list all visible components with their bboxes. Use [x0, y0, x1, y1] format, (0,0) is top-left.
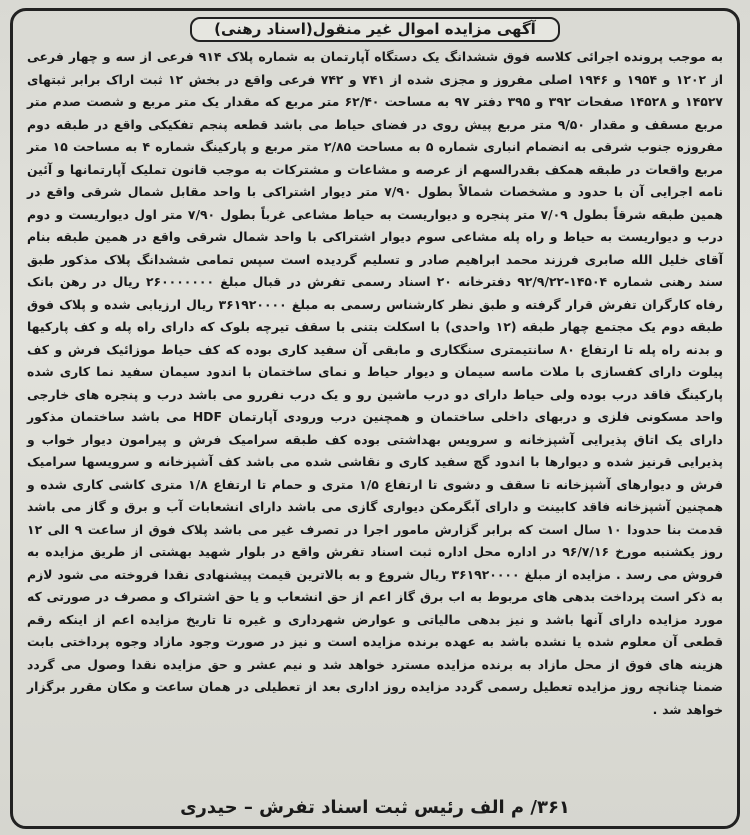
notice-body-paragraph: به موجب پرونده اجرائی کلاسه فوق ششدانگ یک دستگاه آپارتمان به شماره پلاک ۹۱۴ فرعی از سه و چهار فرعی از ۱۲۰۲ و ۱۹۵۴ و ۱۹۴۶ اصلی مفروز و مجزی شده از ۷۴۱ و ۷۴۲ فرعی واقع در بخش ۱۲ ثبت اراک برابر ثبتهای ۱۴۵۲۷ و ۱۴۵۲۸ صفحات ۳۹۲ و ۳۹۵ دفتر ۹۷ به مساحت ۶۲/۴۰ متر مربع که مقدار یک متر مربع و شصت صدم متر مربع مسقف و مقدار ۹/۵۰ متر مربع پیش روی در فضای حیاط می باشد قطعه پنجم تفکیکی واقع در طبقه دوم مفروزه جنوب شرقی به انضمام انباری شماره ۵ به مساحت ۲/۸۵ متر مربع و پارکینگ شماره ۴ به مساحت ۱۵ متر مربع واقعات در طبقه همکف بقدرالسهم از عرصه و مشاعات و مشترکات به موجب قانون تملیک آپارتمانها و آئین نامه اجرایی آن با حدود و مشخصات شمالاً بطول ۷/۹۰ متر دیوار اشتراکی با واحد مقابل شمال شرقی واقع در همین طبقه شرقاً بطول ۷/۰۹ متر پنجره و دیواریست به حیاط مشاعی غرباً بطول ۷/۹۰ متر اول دیواریست و دوم درب و دیواریست به حیاط و راه پله مشاعی سوم دیوار اشتراکی با واحد شمال شرقی واقع در همین طبقه بنام آقای خلیل الله صابری فرزند محمد ابراهیم صادر و تسلیم گردیده است سپس تمامی ششدانگ پلاک مذکور طبق سند رهنی شماره ۱۴۵۰۴-۹۲/۹/۲۲ دفترخانه ۲۰ اسناد رسمی تفرش در قبال مبلغ ۲۶۰۰۰۰۰۰۰ ریال در رهن بانک رفاه کارگران تفرش قرار گرفته و طبق نظر کارشناس رسمی به مبلغ ۳۶۱۹۲۰۰۰۰ ریال ارزیابی شده و پلاک فوق طبقه دوم یک مجتمع چهار طبقه (۱۲ واحدی) با اسکلت بتنی با سقف تیرچه بلوک که دارای راه پله و کف پارکیها و بدنه راه پله تا ارتفاع ۸۰ سانتیمتری سنگکاری و مابقی آن سفید کاری بوده که کف حیاط موزائیک فرش و کف پیلوت دارای کفسازی با ملات ماسه سیمان و دیوار حیاط و نمای ساختمان با اندود سیمان سفید نما کاری شده پارکینگ فاقد درب بوده ولی حیاط دارای دو درب ماشین رو و یک درب نفررو می باشد درب و پنجره های خارجی واحد مسکونی فلزی و دربهای داخلی ساختمان و همچنین درب ورودی آپارتمان HDF می باشد ساختمان مذکور دارای یک اتاق پذیرایی آشپزخانه و سرویس بهداشتی بوده کف طبقه سرامیک فرش و پیرامون دیوار خواب و پذیرایی قرنیز شده و دیوارها با اندود گچ سفید کاری و نقاشی شده می باشد کف آشپزخانه و سرویسها سرامیک فرش و دیوارهای آشپزخانه تا سقف و دشوی تا ارتفاع ۱/۵ متری و حمام تا ارتفاع ۱/۸ متری کاشی کاری شده و همچنین آشپزخانه فاقد کابینت و دارای آبگرمکن دیواری گازی می باشد دارای انشعابات آب و برق و گاز می باشد قدمت بنا حدودا ۱۰ سال است که برابر گزارش مامور اجرا در تصرف غیر می باشد پلاک فوق از ساعت ۹ الی ۱۲ روز یکشنبه مورخ ۹۶/۷/۱۶ در اداره محل اداره ثبت اسناد تفرش واقع در بلوار شهید بهشتی از طریق مزایده به فروش می رسد . مزایده از مبلغ ۳۶۱۹۲۰۰۰۰ ریال شروع و به بالاترین قیمت پیشنهادی نقدا فروخته می شود لازم به ذکر است پرداخت بدهی های مربوط به اب برق گاز اعم از حق انشعاب و یا حق اشتراک و مصرف در صورتی که مورد مزایده دارای آنها باشد و نیز بدهی مالیاتی و عوارض شهرداری و غیره تا تاریخ مزایده اعم از اینکه رقم قطعی آن معلوم شده یا نشده باشد به عهده برنده مزایده است و نیز در صورت وجود مازاد وجوه پرداختی بابت هزینه های فوق از محل مازاد به برنده مزایده مسترد خواهد شد و نیم عشر و حق مزایده نقدا وصول می گردد ضمنا چنانچه روز مزایده تعطیل رسمی گردد مزایده روز اداری بعد از تعطیلی در همان ساعت و مکان مقرر برگزار خواهد شد .: [27, 49, 724, 717]
notice-signature: ۳۶۱/ م الف رئیس ثبت اسناد تفرش – حیدری: [180, 797, 570, 818]
title-wrap: [27, 17, 723, 42]
notice-frame: [10, 8, 740, 829]
notice-body: [27, 46, 723, 721]
notice-title: آگهی مزایده اموال غیر منقول(اسناد رهنی): [190, 17, 560, 42]
notice-footer: [35, 797, 715, 818]
